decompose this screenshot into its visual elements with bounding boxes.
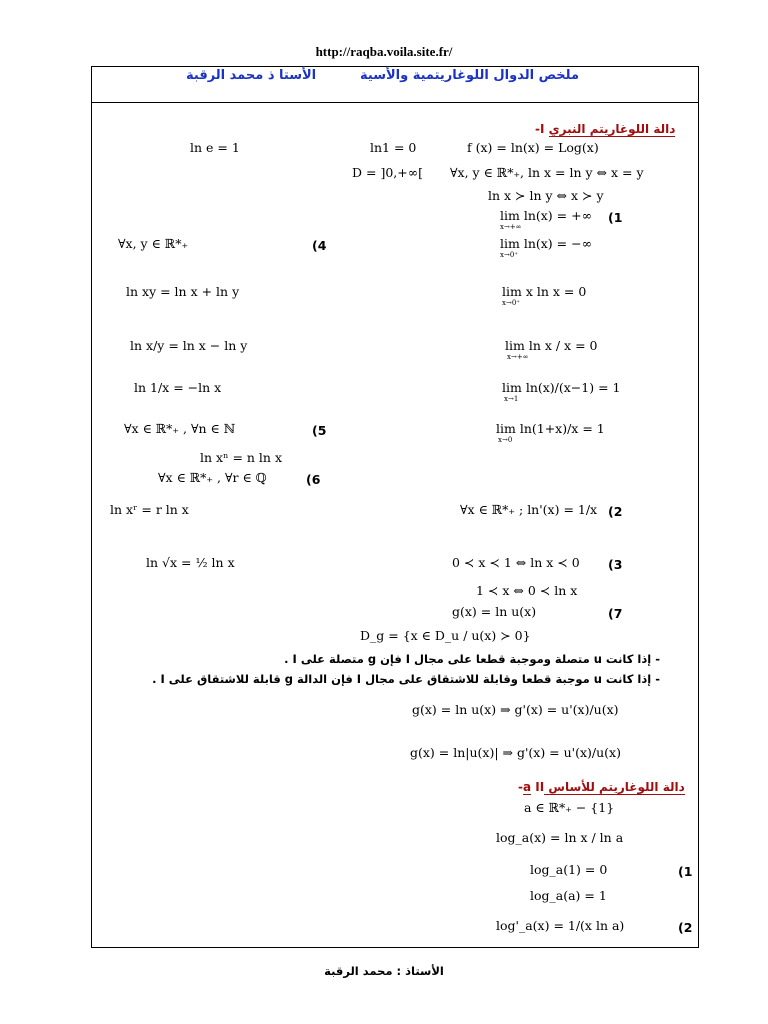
sign-below-one: 0 ≺ x ≺ 1 ⇔ ln x ≺ 0: [452, 555, 580, 570]
domain: D = ]0,+∞[: [352, 165, 424, 180]
section-2-number: II-: [518, 780, 545, 794]
limit-xlnx-sub: x→0⁺: [502, 299, 520, 307]
power-rule-n: ln xⁿ = n ln x: [200, 450, 282, 465]
limit-ln-1-plus-x: lim ln(1+x)/x = 1: [496, 421, 605, 436]
log-base-of-base: log_a(a) = 1: [530, 888, 607, 903]
limit-lnx-over-x-minus-1: lim ln(x)/(x−1) = 1: [502, 380, 621, 395]
composite-derivative: g(x) = ln u(x) ⇒ g'(x) = u'(x)/u(x): [412, 702, 619, 717]
log-base-definition: log_a(x) = ln x / ln a: [496, 830, 624, 845]
forall-x-n: ∀x ∈ ℝ*₊ , ∀n ∈ ℕ: [124, 421, 236, 436]
ln-definition: f (x) = ln(x) = Log(x): [467, 140, 599, 155]
item-7-label: (7: [608, 606, 623, 621]
log-base-of-one: log_a(1) = 0: [530, 862, 608, 877]
forall-x-r: ∀x ∈ ℝ*₊ , ∀r ∈ ℚ: [158, 470, 267, 485]
footer-author: الأستاذ : محمد الرقبة: [324, 964, 444, 978]
ln-monotone: ln x ≻ ln y ⇔ x ≻ y: [488, 188, 604, 203]
section-1-heading: [535, 122, 675, 136]
forall-xy: ∀x, y ∈ ℝ*₊: [118, 236, 189, 251]
composite-definition: g(x) = ln u(x): [452, 604, 537, 619]
sqrt-rule: ln √x = ½ ln x: [146, 555, 235, 570]
product-rule: ln xy = ln x + ln y: [126, 284, 240, 299]
item-6-label: (6: [306, 472, 321, 487]
ln-derivative: ∀x ∈ ℝ*₊ ; ln'(x) = 1/x: [460, 502, 598, 517]
item-2-label: (2: [608, 504, 623, 519]
log-base-derivative: log'_a(x) = 1/(x ln a): [496, 918, 625, 933]
composite-abs-derivative: g(x) = ln|u(x)| ⇒ g'(x) = u'(x)/u(x): [410, 745, 621, 760]
item-1-label: (1: [608, 210, 623, 225]
limit-lnx-over-x-sub: x→+∞: [507, 353, 529, 361]
section-1-number: I-: [535, 122, 545, 136]
limit-zero: lim ln(x) = −∞: [500, 236, 592, 251]
inverse-rule: ln 1/x = −ln x: [134, 380, 222, 395]
limit-lnx-over-x-minus-1-sub: x→1: [504, 395, 519, 403]
base-condition: a ∈ ℝ*₊ − {1}: [524, 800, 615, 815]
limit-zero-sub: x→0⁺: [500, 251, 518, 259]
differentiability-rule: - إذا كانت u موجبة قطعا وقابلة للاشتقاق على مجال I فإن الدالة g قابلة للاشتقاق على I .: [152, 672, 660, 686]
item-5-label: (5: [312, 423, 327, 438]
limit-infinity-sub: x→+∞: [500, 223, 522, 231]
author-name: الأستا ذ محمد الرقبة: [186, 68, 317, 83]
limit-xlnx: lim x ln x = 0: [502, 284, 587, 299]
page-url[interactable]: http://raqba.voila.site.fr/: [315, 44, 453, 59]
section-2-heading: [518, 780, 685, 794]
item-4-label: (4: [312, 238, 327, 253]
ln-e: ln e = 1: [190, 140, 240, 155]
document-title: ملخص الدوال اللوغاريتمية والأسية: [360, 68, 580, 83]
limit-lnx-over-x: lim ln x / x = 0: [505, 338, 598, 353]
header-divider: [91, 102, 699, 103]
sign-above-one: 1 ≺ x ⇔ 0 ≺ ln x: [476, 583, 578, 598]
continuity-rule: - إذا كانت u متصلة وموجبة قطعا على مجال I فإن g متصلة على I .: [284, 652, 660, 666]
quotient-rule: ln x/y = ln x − ln y: [130, 338, 248, 353]
limit-ln-1-plus-x-sub: x→0: [498, 436, 513, 444]
composite-domain: D_g = {x ∈ D_u / u(x) ≻ 0}: [360, 628, 531, 643]
ln-one: ln1 = 0: [370, 140, 417, 155]
section-2-item-2-label: (2: [678, 920, 693, 935]
section-2-title: دالة اللوغاريتم للأساس a: [522, 780, 685, 794]
limit-infinity: lim ln(x) = +∞: [500, 208, 592, 223]
power-rule-r: ln xʳ = r ln x: [110, 502, 189, 517]
item-3-label: (3: [608, 557, 623, 572]
section-2-item-1-label: (1: [678, 864, 693, 879]
ln-injective: ∀x, y ∈ ℝ*₊, ln x = ln y ⇔ x = y: [450, 165, 644, 180]
section-1-title: دالة اللوغاريتم النبري: [548, 122, 676, 136]
